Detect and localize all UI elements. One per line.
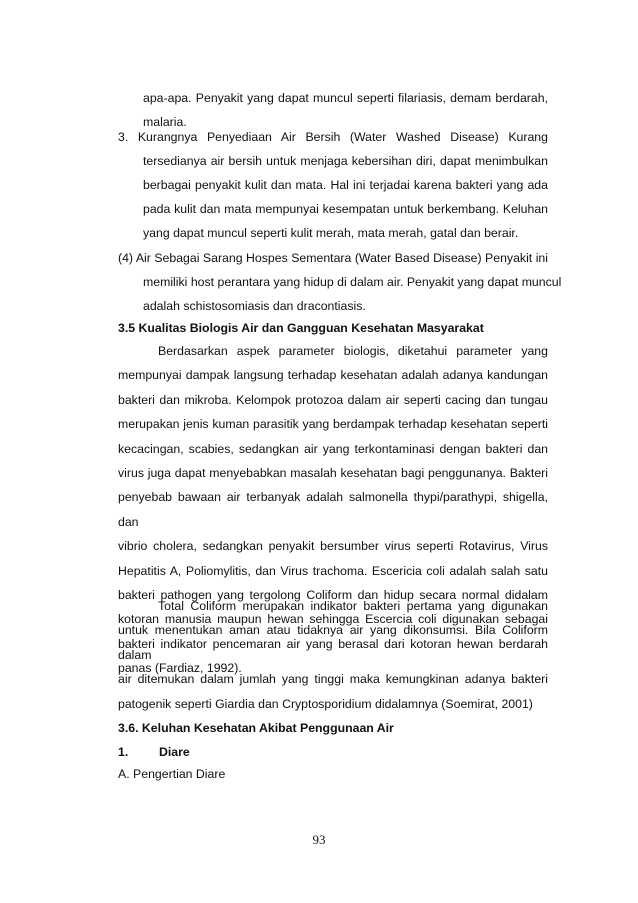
- text-line: merupakan jenis kuman parasitik yang berdampak terhadap kesehatan seperti: [118, 417, 548, 432]
- text-line: bakteri pathogen yang tergolong Coliform dan hidup secara normal didalam: [118, 588, 548, 603]
- text-line: vibrio cholera, sedangkan penyakit bersumber virus seperti Rotavirus, Virus: [118, 539, 548, 554]
- text-line: bakteri dan mikroba. Kelompok protozoa dalam air seperti cacing dan tungau: [118, 392, 548, 407]
- text-line: tersedianya air bersih untuk menjaga kebersihan diri, dapat menimbulkan: [143, 154, 548, 168]
- paragraph-3-5-2: [118, 594, 548, 716]
- text-line: adalah schistosomiasis dan dracontiasis.: [143, 299, 366, 313]
- text-line: 3. Kurangnya Penyediaan Air Bersih (Water Washed Disease) Kurang: [118, 130, 548, 144]
- text-line: Hepatitis A, Poliomylitis, dan Virus trachoma. Escericia coli adalah salah satu: [118, 563, 548, 578]
- text-line: malaria.: [143, 115, 187, 130]
- text-line: air ditemukan dalam jumlah yang tinggi maka kemungkinan adanya bakteri: [118, 672, 548, 687]
- subsection-a-label: A. Pengertian Diare: [118, 767, 226, 781]
- text-line: Total Coliform merupakan indikator bakteri pertama yang digunakan: [158, 599, 548, 613]
- text-line: yang dapat muncul seperti kulit merah, mata merah, gatal dan berair.: [143, 226, 519, 240]
- text-line: pada kulit dan mata mempunyai kesempatan untuk berkembang. Keluhan: [143, 202, 548, 216]
- text-line: apa-apa. Penyakit yang dapat muncul seperti filariasis, demam berdarah,: [143, 91, 548, 105]
- text-line: bakteri indikator pencemaran air yang berasal dari kotoran hewan berdarah: [118, 636, 548, 651]
- text-line: kecacingan, scabies, sedangkan air yang terkontaminasi dengan bakteri dan: [118, 441, 548, 456]
- text-line: memiliki host perantara yang hidup di dalam air. Penyakit yang dapat muncul: [143, 275, 562, 289]
- text-line: virus juga dapat menyebabkan masalah kesehatan bagi penggunanya. Bakteri: [118, 466, 548, 481]
- text-line: berbagai penyakit kulit dan mata. Hal ini terjadai karena bakteri yang ada: [143, 178, 548, 192]
- section-heading-3-5: 3.5 Kualitas Biologis Air dan Gangguan Kesehatan Masyarakat: [118, 321, 484, 335]
- text-line: patogenik seperti Giardia dan Cryptosporidium didalamnya (Soemirat, 2001): [118, 696, 533, 711]
- text-line: untuk menentukan aman atau tidaknya air yang dikonsumsi. Bila Coliform dalam: [118, 623, 548, 662]
- text-line: kotoran manusia maupun hewan sehingga Escercia coli digunakan sebagai: [118, 612, 548, 627]
- text-line: panas (Fardiaz, 1992).: [118, 661, 242, 676]
- subsection-title: Diare: [159, 745, 190, 759]
- text-line: Berdasarkan aspek parameter biologis, diketahui parameter yang: [158, 344, 548, 358]
- section-heading-3-6: 3.6. Keluhan Kesehatan Akibat Penggunaan Air: [118, 721, 394, 735]
- page-number: 93: [312, 832, 326, 847]
- text-line: penyebab bawaan air terbanyak adalah salmonella thypi/parathypi, shigella, dan: [118, 490, 548, 529]
- subsection-number: 1.: [118, 745, 129, 759]
- text-line: mempunyai dampak langsung terhadap kesehatan adalah adanya kandungan: [118, 368, 548, 383]
- text-line: (4) Air Sebagai Sarang Hospes Sementara (Water Based Disease) Penyakit ini: [118, 251, 548, 265]
